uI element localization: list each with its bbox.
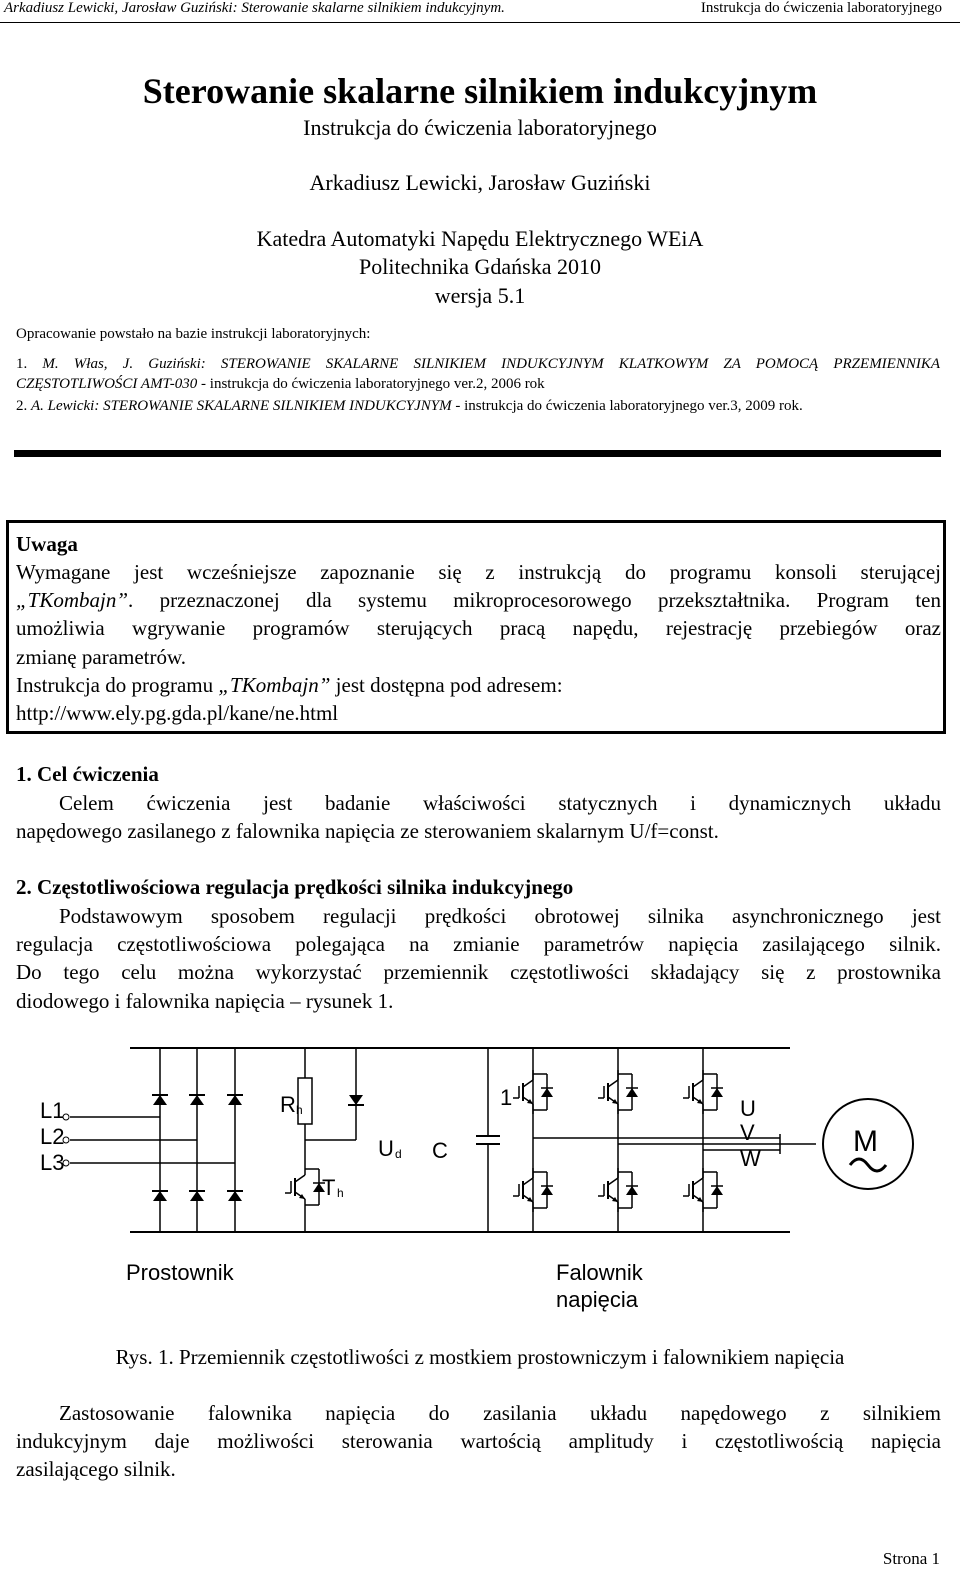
label-c: C <box>432 1138 448 1163</box>
section-1-line-1: Celem ćwiczenia jest badanie właściwości statycznych i dynamicznych układu <box>59 791 941 815</box>
note-url: http://www.ely.pg.gda.pl/kane/ne.html <box>16 701 339 725</box>
department: Katedra Automatyki Napędu Elektrycznego WEiA <box>256 226 704 251</box>
document-subtitle: Instrukcja do ćwiczenia laboratoryjnego <box>303 115 657 140</box>
page-header-right: Instrukcja do ćwiczenia laboratoryjnego <box>700 0 942 16</box>
page-number: Strona 1 <box>882 1549 940 1568</box>
label-phase-u: U <box>740 1096 756 1121</box>
label-th-sub: h <box>337 1186 344 1200</box>
label-1: 1 <box>500 1085 513 1110</box>
reference-1-line-2: CZĘSTOTLIWOŚCI AMT-030 - instrukcja do ćwiczenia laboratoryjnego ver.2, 2006 rok <box>16 376 545 392</box>
document-title: Sterowanie skalarne silnikiem indukcyjnym <box>142 71 818 111</box>
section-2-line-4: diodowego i falownika napięcia – rysunek 1. <box>16 989 394 1013</box>
label-ud-sub: d <box>395 1147 402 1161</box>
closing-line-2: indukcyjnym daje możliwości sterowania wartością amplitudy i częstotliwością napięcia <box>16 1429 941 1453</box>
section-2-line-1: Podstawowym sposobem regulacji prędkości obrotowej silnika asynchronicznego jest <box>59 904 941 928</box>
label-phase-w: W <box>740 1146 761 1171</box>
note-line-1: Wymagane jest wcześniejsze zapoznanie się z instrukcją do programu konsoli sterującej <box>16 560 941 584</box>
version: wersja 5.1 <box>434 283 526 308</box>
inverter-bridge <box>513 1048 816 1232</box>
label-ud: U <box>378 1136 394 1161</box>
label-l1: L1 <box>40 1098 65 1123</box>
converter-schematic <box>0 1030 960 1330</box>
label-th: T <box>322 1175 336 1200</box>
section-2-heading: 2. Częstotliwościowa regulacja prędkości silnika indukcyjnego <box>16 875 574 899</box>
section-2-line-2: regulacja częstotliwościowa polegająca na zmianie parametrów napięcia zasilającego silnik. <box>16 932 941 956</box>
label-rh-sub: h <box>296 1103 303 1117</box>
label-inverter-2: napięcia <box>556 1287 638 1312</box>
note-line-3: umożliwia wgrywanie programów sterujących pracą napędu, rejestrację przebiegów oraz <box>16 616 941 640</box>
note-line-5: Instrukcja do programu „TKombajn” jest dostępna pod adresem: <box>16 673 563 697</box>
section-2-line-3: Do tego celu można wykorzystać przemiennik częstotliwości składający się z prostownika <box>16 960 941 984</box>
label-l3: L3 <box>40 1150 65 1175</box>
separator-rule <box>14 450 941 457</box>
reference-2: 2. A. Lewicki: STEROWANIE SKALARNE SILNIKIEM INDUKCYJNYM - instrukcja do ćwiczenia laboratoryjnego ver.3, 2009 rok. <box>16 398 803 414</box>
rectifier-bridge <box>63 1048 243 1232</box>
label-phase-v: V <box>740 1120 755 1145</box>
label-motor: M <box>853 1125 878 1158</box>
label-rh: R <box>280 1092 296 1117</box>
note-line-2: „TKombajn”. przeznaczonej dla systemu mikroprocesorowego przekształtnika. Program ten <box>16 588 941 612</box>
closing-line-1: Zastosowanie falownika napięcia do zasilania układu napędowego z silnikiem <box>59 1401 941 1425</box>
note-heading: Uwaga <box>16 532 78 556</box>
figure-caption: Rys. 1. Przemiennik częstotliwości z mostkiem prostowniczym i falownikiem napięcia <box>115 1345 845 1369</box>
document-authors: Arkadiusz Lewicki, Jarosław Guziński <box>309 170 651 195</box>
university: Politechnika Gdańska 2010 <box>359 254 601 279</box>
dc-link-capacitor <box>476 1048 500 1232</box>
label-rectifier: Prostownik <box>126 1260 234 1285</box>
section-1-line-2: napędowego zasilanego z falownika napięcia ze sterowaniem skalarnym U/f=const. <box>16 819 719 843</box>
references-intro: Opracowanie powstało na bazie instrukcji laboratoryjnych: <box>16 326 371 342</box>
closing-line-3: zasilającego silnik. <box>16 1457 176 1481</box>
reference-1-line-1: 1. M. Włas, J. Guziński: STEROWANIE SKALARNE SILNIKIEM INDUKCYJNYM KLATKOWYM ZA POMOCĄ PRZEMIENNIKA <box>16 356 941 372</box>
label-inverter-1: Falownik <box>556 1260 643 1285</box>
note-line-4: zmianę parametrów. <box>16 645 187 669</box>
page-header-left: Arkadiusz Lewicki, Jarosław Guziński: Sterowanie skalarne silnikiem indukcyjnym. <box>4 0 505 16</box>
brake-chopper <box>285 1048 364 1232</box>
section-1-heading: 1. Cel ćwiczenia <box>16 762 159 786</box>
label-l2: L2 <box>40 1124 65 1149</box>
header-rule <box>0 22 960 23</box>
